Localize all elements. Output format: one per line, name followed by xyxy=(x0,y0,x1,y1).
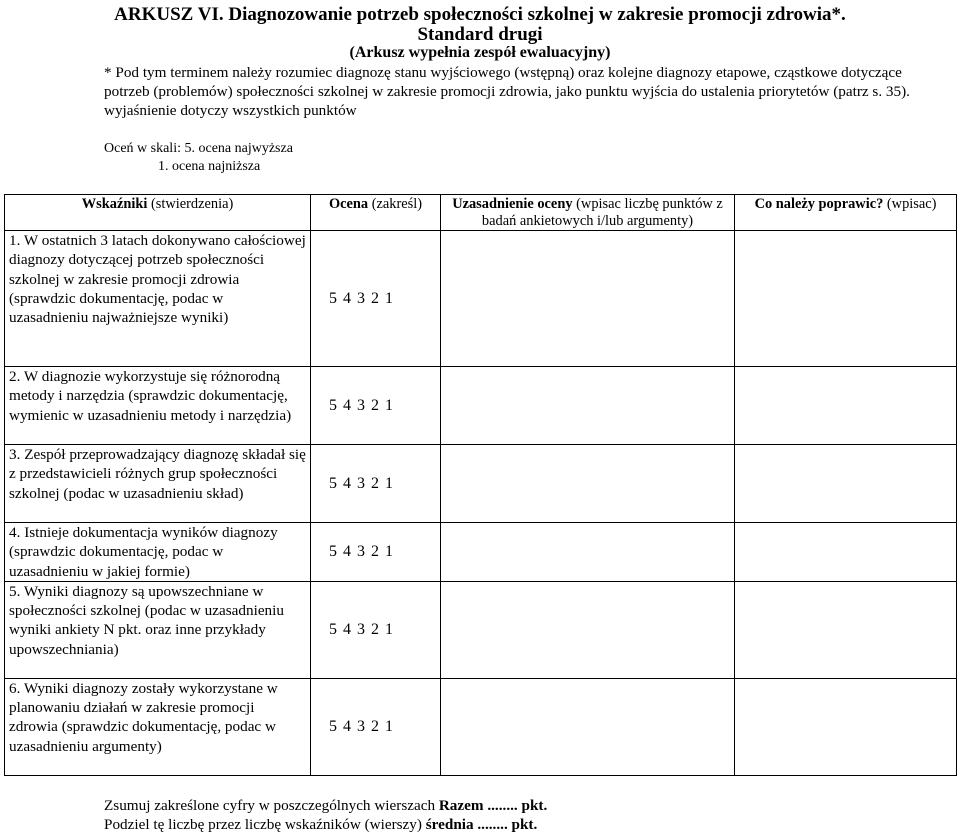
header-indicators: Wskaźniki (stwierdzenia) xyxy=(5,195,311,231)
improvement-cell[interactable] xyxy=(735,367,957,445)
rating-options[interactable]: 5 4 3 2 1 xyxy=(311,231,441,367)
table-row xyxy=(5,523,957,582)
table-row xyxy=(5,367,957,445)
indicator-text: 1. W ostatnich 3 latach dokonywano całościowej diagnozy dotyczącej potrzeb społeczności szkolnej w zakresie promocji zdrowia (sprawdzic dokumentację, podac w uzasadnieniu najważniejsze wyniki) xyxy=(5,231,311,367)
indicator-text: 6. Wyniki diagnozy zostały wykorzystane w planowaniu działań w zakresie promocji zdrowia (sprawdzic dokumentację, podac w uzasadnieniu argumenty) xyxy=(5,678,311,775)
justification-cell[interactable] xyxy=(441,445,735,523)
improvement-cell[interactable] xyxy=(735,523,957,582)
table-row xyxy=(5,581,957,678)
table-row xyxy=(5,445,957,523)
header-improvements: Co należy poprawic? (wpisac) xyxy=(735,195,957,231)
improvement-cell[interactable] xyxy=(735,445,957,523)
total-points-field[interactable]: Razem ........ pkt. xyxy=(438,797,548,814)
rating-scale-low: 1. ocena najniższa xyxy=(158,159,261,174)
footer-sum-instruction: Zsumuj zakreślone cyfry w poszczególnych wierszach Razem ........ pkt. xyxy=(104,797,548,814)
indicator-text: 5. Wyniki diagnozy są upowszechniane w społeczności szkolnej (podac w uzasadnieniu wyniki ankiety N pkt. oraz inne przykłady upowszechniania) xyxy=(5,581,311,678)
header-justification: Uzasadnienie oceny (wpisac liczbę punktów z badań ankietowych i/lub argumenty) xyxy=(441,195,735,231)
improvement-cell[interactable] xyxy=(735,678,957,775)
improvement-cell[interactable] xyxy=(735,581,957,678)
justification-cell[interactable] xyxy=(441,231,735,367)
rating-options[interactable]: 5 4 3 2 1 xyxy=(311,445,441,523)
assessment-table xyxy=(4,194,957,776)
indicator-text: 3. Zespół przeprowadzający diagnozę składał się z przedstawicieli różnych grup społeczności szkolnej (podac w uzasadnieniu skład) xyxy=(5,445,311,523)
document-subtitle: Standard drugi xyxy=(417,24,543,45)
justification-cell[interactable] xyxy=(441,523,735,582)
average-points-field[interactable]: średnia ........ pkt. xyxy=(425,816,538,833)
justification-cell[interactable] xyxy=(441,581,735,678)
justification-cell[interactable] xyxy=(441,678,735,775)
rating-options[interactable]: 5 4 3 2 1 xyxy=(311,523,441,582)
footer-average-instruction: Podziel tę liczbę przez liczbę wskaźników (wierszy) średnia ........ pkt. xyxy=(104,816,538,833)
document-note: (Arkusz wypełnia zespół ewaluacyjny) xyxy=(349,44,611,61)
rating-options[interactable]: 5 4 3 2 1 xyxy=(311,367,441,445)
header-rating: Ocena (zakreśl) xyxy=(311,195,441,231)
indicator-text: 2. W diagnozie wykorzystuje się różnorodną metody i narzędzia (sprawdzic dokumentację, wymienic w uzasadnieniu metody i narzędzia) xyxy=(5,367,311,445)
justification-cell[interactable] xyxy=(441,367,735,445)
rating-scale-high: Oceń w skali: 5. ocena najwyższa xyxy=(104,141,293,156)
indicator-text: 4. Istnieje dokumentacja wyników diagnozy (sprawdzic dokumentację, podac w uzasadnieniu w jakiej formie) xyxy=(5,523,311,582)
intro-footnote: * Pod tym terminem należy rozumiec diagnozę stanu wyjściowego (wstępną) oraz kolejne diagnozy etapowe, cząstkowe dotyczące potrzeb (problemów) społeczności szkolnej w zakresie promocji zdrowia, jako punktu wyjścia do ustalenia priorytetów (patrz s. 35). wyjaśnienie dotyczy wszystkich punktów xyxy=(104,64,910,119)
rating-options[interactable]: 5 4 3 2 1 xyxy=(311,581,441,678)
improvement-cell[interactable] xyxy=(735,231,957,367)
rating-options[interactable]: 5 4 3 2 1 xyxy=(311,678,441,775)
table-row xyxy=(5,231,957,367)
document-title: ARKUSZ VI. Diagnozowanie potrzeb społeczności szkolnej w zakresie promocji zdrowia*. xyxy=(114,4,846,25)
table-row xyxy=(5,678,957,775)
table-header-row xyxy=(5,195,957,231)
